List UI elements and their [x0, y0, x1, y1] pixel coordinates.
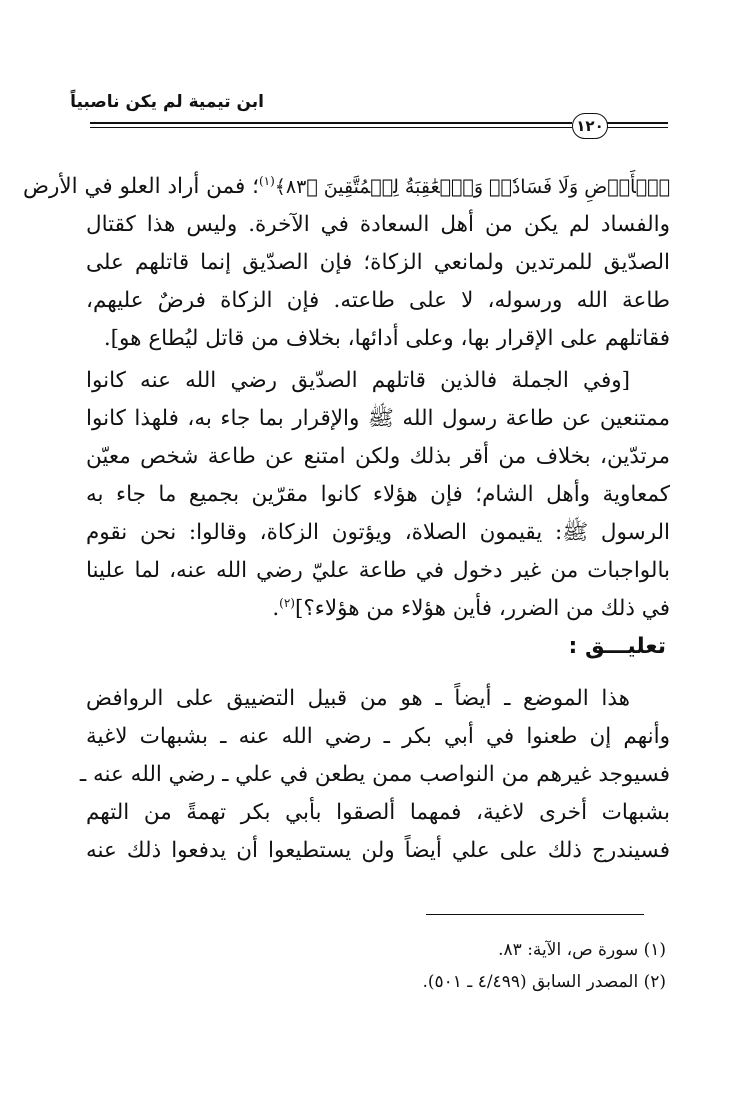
- text-line: [وفي الجملة فالذين قاتلهم الصدّيق رضي الله عنه كانوا: [86, 368, 630, 393]
- text-line: بشبهات أخرى لاغية، فمهما ألصقوا بأبي بكر تهمةً من التهم: [86, 800, 670, 825]
- paragraph-1: [23, 168, 670, 358]
- quran-verse: ٱلۡأَرۡضِ وَلَا فَسَادٗاۚ وَٱلۡعَٰقِبَةُ لِلۡمُتَّقِينَ ﴿٨٣﴾: [274, 176, 670, 198]
- text-line: ممتنعين عن طاعة رسول الله ﷺ والإقرار بما جاء به، فلهذا كانوا: [86, 406, 670, 431]
- text-line: الرسول ﷺ: يقيمون الصلاة، ويؤتون الزكاة، وقالوا: نحن نقوم: [86, 520, 670, 545]
- text-line: في ذلك من الضرر، فأين هؤلاء من هؤلاء؟]$^{(٢)}$.: [272, 595, 670, 621]
- text-line: هذا الموضع ـ أيضاً ـ هو من قبيل التضييق على الروافض: [86, 686, 630, 711]
- paragraph-2: [86, 362, 670, 628]
- text-line: [23, 168, 670, 206]
- text-line: طاعة الله ورسوله، لا على طاعته. فإن الزكاة فرضٌ عليهم،: [86, 288, 670, 313]
- text-line: كمعاوية وأهل الشام؛ فإن هؤلاء كانوا مقرّين بجميع ما جاء به: [86, 482, 670, 507]
- page-number: ١٢٠: [572, 113, 608, 139]
- footnote-ref: (١): [258, 173, 275, 188]
- text-line: فقاتلهم على الإقرار بها، وعلى أدائها، بخلاف من قاتل ليُطاع هو].: [103, 326, 670, 351]
- text-line: الصدّيق للمرتدين ولمانعي الزكاة؛ فإن الصدّيق إنما قاتلهم على: [86, 250, 670, 275]
- running-header-title: ابن تيمية لم يكن ناصبياً: [70, 92, 264, 112]
- text-line: فسيوجد غيرهم من النواصب ممن يطعن في علي ـ رضي الله عنه ـ: [79, 762, 670, 787]
- text-line: وأنهم إن طعنوا في أبي بكر ـ رضي الله عنه ـ بشبهات لاغية: [86, 724, 670, 749]
- text-line: بالواجبات من غير دخول في طاعة عليّ رضي الله عنه، لما علينا: [86, 558, 670, 583]
- text-segment: ؛ فمن أراد العلو في الأرض: [23, 174, 259, 199]
- footnote-separator: [426, 914, 644, 915]
- footnote-1: (١) سورة ص، الآية: ٨٣.: [498, 940, 666, 960]
- paragraph-3: [79, 680, 670, 870]
- footnote-2: (٢) المصدر السابق (٤/٤٩٩ ـ ٥٠١).: [422, 972, 666, 992]
- text-line: مرتدّين، بخلاف من أقر بذلك ولكن امتنع عن طاعة شخص معيّن: [86, 444, 670, 469]
- header-rule: [90, 122, 572, 128]
- comment-heading: تعليـــق :: [568, 634, 666, 659]
- text-segment: في ذلك من الضرر، فأين هؤلاء من هؤلاء؟]: [294, 596, 670, 621]
- text-line: والفساد لم يكن من أهل السعادة في الآخرة. وليس هذا كقتال: [86, 212, 670, 237]
- footnote-ref: (٢): [279, 595, 295, 610]
- text-line: فسيندرج ذلك على علي أيضاً ولن يستطيعوا أن يدفعوا ذلك عنه: [86, 838, 670, 863]
